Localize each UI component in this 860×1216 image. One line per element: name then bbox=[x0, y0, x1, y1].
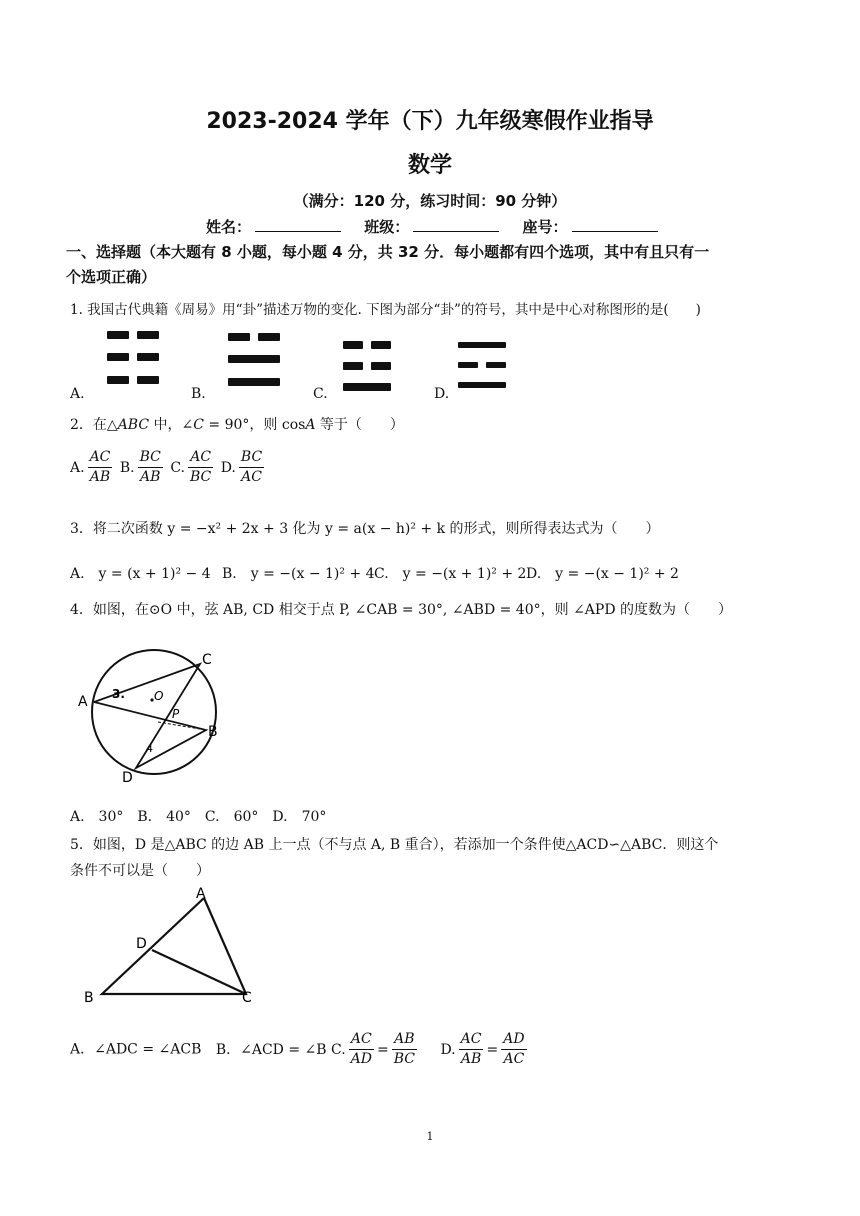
q5-option-c[interactable]: C. $\frac{AC}{AD}$ = $\frac{AB}{BC}$ bbox=[330, 1031, 415, 1067]
q1-stem: 1. 我国古代典籍《周易》用“卦”描述万物的变化. 下图为部分“卦”的符号，其中是中心对称图形的是( ) bbox=[70, 302, 701, 318]
page-title: 2023-2024 学年（下）九年级寒假作业指导 bbox=[206, 109, 654, 134]
q3-option-b[interactable]: B. y = −(x − 1)² + 4 bbox=[222, 566, 375, 582]
label-b: B bbox=[84, 990, 94, 1006]
label-p: P bbox=[172, 707, 180, 721]
q5-stem-line2: 条件不可以是（ ） bbox=[70, 863, 210, 879]
segment-dc bbox=[152, 950, 246, 994]
label-d: D bbox=[122, 770, 133, 786]
section-heading bbox=[66, 240, 796, 290]
label-b: B bbox=[208, 724, 218, 740]
label-c: C bbox=[242, 990, 252, 1006]
q2-option-b[interactable]: B. $\frac{BC}{AB}$ bbox=[119, 449, 161, 485]
section-heading-line2: 个选项正确） bbox=[66, 268, 157, 286]
triangle-figure bbox=[80, 886, 270, 1008]
name-label: 姓名： bbox=[206, 218, 252, 236]
q3-option-a[interactable]: A. y = (x + 1)² − 4 bbox=[70, 566, 211, 582]
q2-option-d[interactable]: D. $\frac{BC}{AC}$ bbox=[220, 449, 263, 485]
trigram-a bbox=[107, 331, 159, 387]
subject-title: 数学 bbox=[407, 153, 452, 178]
name-blank[interactable] bbox=[255, 217, 341, 232]
label-o: O bbox=[154, 689, 164, 703]
angle-label-40: 4 bbox=[146, 742, 153, 755]
q2-option-c[interactable]: C. $\frac{AC}{BC}$ bbox=[170, 449, 212, 485]
label-c: C bbox=[202, 652, 212, 668]
q5-option-a[interactable]: A．∠ADC = ∠ACB bbox=[70, 1041, 202, 1058]
q4-stem: 4．如图，在⊙O 中，弦 AB, CD 相交于点 P, ∠CAB = 30°, ∠ABD = 40°，则 ∠APD 的度数为（ ） bbox=[70, 602, 733, 618]
angle-label-30: 3. bbox=[112, 687, 125, 701]
trigram-b bbox=[228, 333, 280, 389]
q4-options[interactable]: A. 30° B. 40° C. 60° D. 70° bbox=[70, 809, 327, 825]
q2-options bbox=[70, 448, 267, 487]
page-number: 1 bbox=[426, 1130, 434, 1143]
q1-label-a: A. bbox=[70, 386, 85, 402]
q5-option-d[interactable]: D. $\frac{AC}{AB}$ = $\frac{AD}{AC}$ bbox=[440, 1031, 525, 1067]
class-blank[interactable] bbox=[413, 217, 499, 232]
q5-stem-line1: 5．如图，D 是△ABC 的边 AB 上一点（不与点 A, B 重合），若添加一个条件使△ACD∽△ABC．则这个 bbox=[70, 837, 719, 853]
q3-stem: 3．将二次函数 y = −x² + 2x + 3 化为 y = a(x − h)² + k 的形式，则所得表达式为（ ） bbox=[70, 521, 660, 537]
q3-option-d[interactable]: D. y = −(x − 1)² + 2 bbox=[526, 566, 679, 582]
q1-label-c: C. bbox=[313, 386, 328, 402]
student-info-row bbox=[206, 216, 676, 237]
section-heading-line1: 一、选择题（本大题有 8 小题，每小题 4 分，共 32 分．每小题都有四个选项，其中有且只有一 bbox=[66, 243, 710, 261]
q1-label-d: D. bbox=[434, 386, 450, 402]
q2-stem: 2．在△ABC 中，∠C = 90°，则 cosA 等于（ ） bbox=[70, 417, 404, 433]
q5-options bbox=[70, 1030, 530, 1069]
q5-option-b[interactable]: B．∠ACD = ∠B bbox=[215, 1041, 327, 1058]
label-a: A bbox=[196, 886, 206, 902]
class-label: 班级： bbox=[364, 218, 410, 236]
q3-option-c[interactable]: C. y = −(x + 1)² + 2 bbox=[374, 566, 527, 582]
trigram-d bbox=[458, 342, 506, 392]
trigram-c bbox=[343, 341, 391, 393]
label-d: D bbox=[136, 936, 147, 952]
label-a: A bbox=[78, 694, 88, 710]
circle-figure bbox=[72, 640, 232, 790]
seat-label: 座号： bbox=[522, 218, 568, 236]
exam-meta: （满分：120 分，练习时间：90 分钟） bbox=[293, 192, 567, 210]
triangle-abc bbox=[102, 898, 246, 994]
q1-label-b: B. bbox=[191, 386, 206, 402]
seat-blank[interactable] bbox=[572, 217, 658, 232]
q2-option-a[interactable]: A. $\frac{AC}{AB}$ bbox=[70, 449, 111, 485]
